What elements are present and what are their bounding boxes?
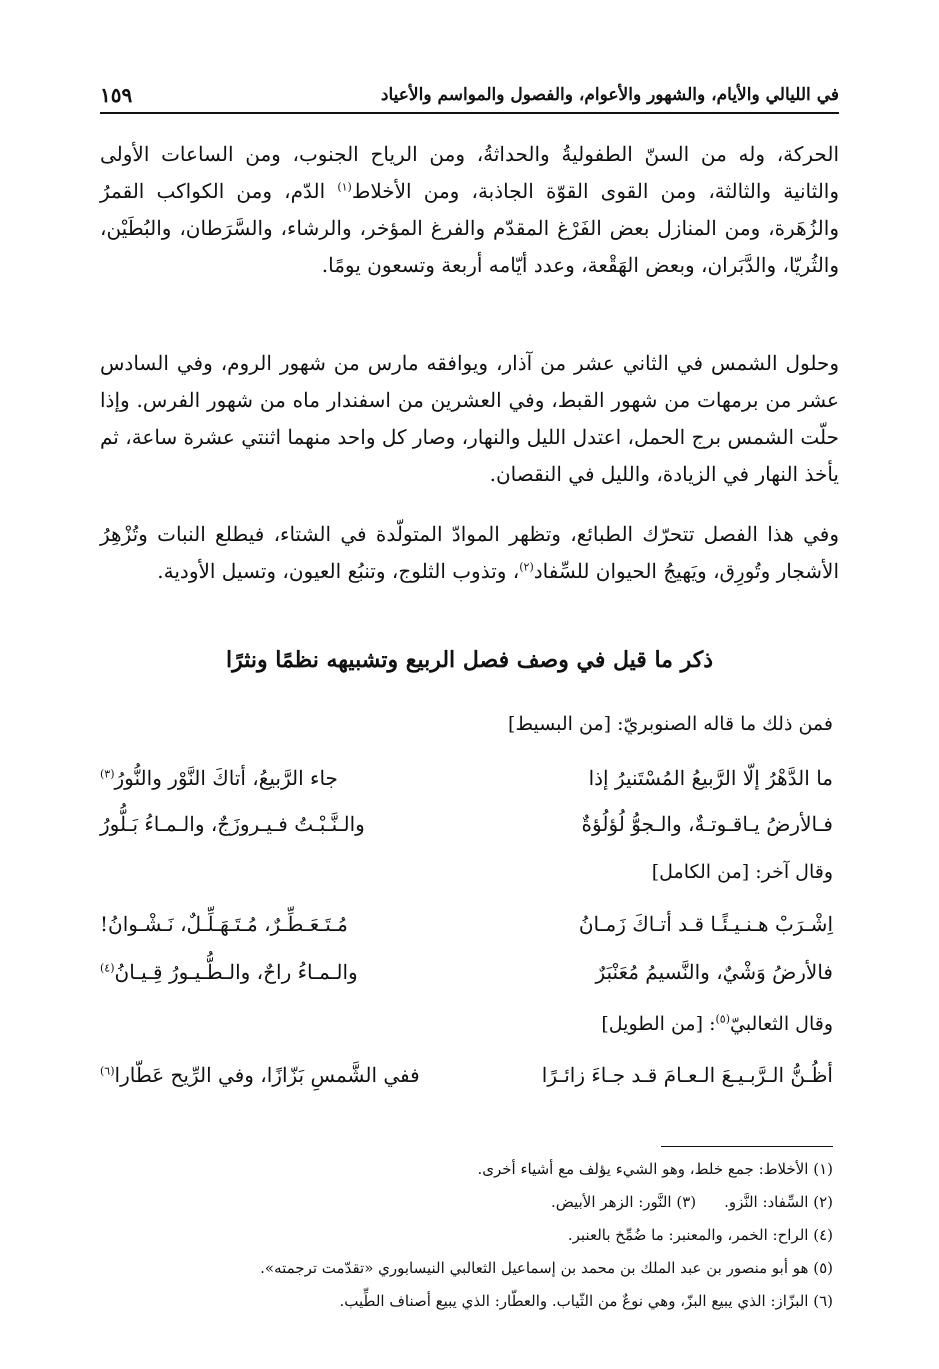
paragraph-3 xyxy=(100,516,839,590)
poem-3-intro-text: وقال الثعالبيّ xyxy=(729,1013,833,1035)
poem-2-intro: وقال آخر: [من الكامل] xyxy=(651,861,833,883)
hemistich-text: والـمـاءُ راحٌ، والـطُّـيـورُ قِـيـانُ xyxy=(114,960,358,984)
paragraph-3-text-b: ، وتذوب الثلوج، وتنبُع العيون، وتسيل الأودية. xyxy=(157,559,520,583)
footnote-ref-2: (٢) xyxy=(519,560,534,574)
poem-3-meter: : [من الطويل] xyxy=(601,1013,716,1035)
poem-3-intro xyxy=(601,1013,833,1035)
footnote-ref-4: (٤) xyxy=(100,961,115,975)
verse-first-hemistich: فالأرضُ وَشْيٌ، والنَّسيمُ مُعَنْبَرٌ xyxy=(595,960,833,984)
poem-1-intro: فمن ذلك ما قاله الصنوبريّ: [من البسيط] xyxy=(508,713,833,735)
footnote-ref-6: (٦) xyxy=(100,1064,115,1078)
verse-first-hemistich: أظُـنُّ الـرَّبـيـعَ الـعـامَ قـد جـاءَ زائـرًا xyxy=(541,1063,833,1087)
verse-line xyxy=(100,960,839,1000)
footnote-3: (٣) النَّور: الزهر الأبيض. xyxy=(550,1193,697,1211)
footnote-4: (٤) الراح: الخمر، والمعنبر: ما ضُمِّخ بالعنبر. xyxy=(567,1226,833,1244)
footnote-ref-5: (٥) xyxy=(715,1012,730,1026)
verse-second-hemistich xyxy=(100,960,358,984)
paragraph-1-text-b: الدّم، ومن الكواكب القمرُ والزُهَرة، ومن المنازل بعض الفَرْغ المقدّم والفرغ المؤخر، والرشاء، والسَّرَطان، والبُطَيْن، والثُريّا، والدَّبَران، وبعض الهَقْعة، وعدد أيّامه أربعة وتسعون يومًا. xyxy=(100,179,839,277)
hemistich-text: ففي الشَّمسِ بَزّازًا، وفي الرِّيح عَطّارا xyxy=(114,1063,420,1087)
verse-second-hemistich xyxy=(100,1063,420,1087)
running-title: في الليالي والأيام، والشهور والأعوام، والفصول والمواسم والأعياد xyxy=(380,85,839,105)
verse-second-hemistich: مُـتَـعَـطِّـرٌ، مُـتَـهَـلِّـلٌ، نَـشْـوانُ! xyxy=(100,912,348,936)
verse-line xyxy=(100,1063,839,1103)
footnote-ref-3: (٣) xyxy=(100,767,115,781)
section-heading: ذكر ما قيل في وصف فصل الربيع وتشبيهه نظمًا ونثرًا xyxy=(225,647,714,673)
page-number: ١٥٩ xyxy=(100,83,133,107)
verse-second-hemistich xyxy=(100,766,338,790)
verse-first-hemistich: اِشْـرَبْ هـنـيـئًـا قـد أتـاكَ زَمـانُ xyxy=(578,912,833,936)
running-header xyxy=(100,78,839,114)
footnote-separator xyxy=(661,1146,833,1147)
footnote-5: (٥) هو أبو منصور بن عبد الملك بن محمد بن إسماعيل الثعالبي النيسابوري «تقدّمت ترجمته». xyxy=(260,1259,833,1277)
verse-first-hemistich: فـالأرضُ يـاقـوتـةٌ، والـجوُّ لُؤلُؤةٌ xyxy=(581,812,833,836)
verse-line xyxy=(100,812,839,852)
paragraph-1 xyxy=(100,136,839,284)
paragraph-1-text-a: الحركة، وله من السنّ الطفوليةُ والحداثةُ، ومن الرياح الجنوب، ومن الساعات الأولى والثانية والثالثة، ومن القوى القوّة الجاذبة، ومن الأخلاط xyxy=(100,142,839,203)
verse-first-hemistich: ما الدَّهْرُ إلّا الرَّبيعُ المُسْتَنيرُ إذا xyxy=(588,766,833,790)
footnote-ref-1: (١) xyxy=(337,180,352,194)
verse-second-hemistich: والـنَّـبْـتُ فـيـروزَجٌ، والـمـاءُ بَـلُّورُ xyxy=(100,812,365,836)
footnote-row xyxy=(551,1193,833,1211)
verse-line xyxy=(100,912,839,952)
paragraph-3-text-a: وفي هذا الفصل تتحرّك الطبائع، وتظهر الموادّ المتولّدة في الشتاء، فيطلع النبات وتُزْهِرُ الأشجار وتُورِق، ويَهيجُ الحيوان للسِّفاد xyxy=(100,522,839,583)
verse-line xyxy=(100,766,839,806)
footnote-6: (٦) البزّاز: الذي يبيع البزّ، وهي نوعٌ من الثّياب. والعطّار: الذي يبيع أصناف الطِّيب. xyxy=(339,1292,833,1310)
hemistich-text: جاء الرَّبيعُ، أتاكَ النَّوْر والنُّورُ xyxy=(114,766,338,790)
footnote-2: (٢) السِّفاد: النَّزو. xyxy=(724,1193,833,1211)
paragraph-2: وحلول الشمس في الثاني عشر من آذار، ويوافقه مارس من شهور الروم، وفي السادس عشر من برمهات من شهور القبط، وفي العشرين من اسفندار ماه من شهور الفرس. وإذا حلّت الشمس برج الحمل، اعتدل الليل والنهار، وصار كل واحد منهما اثنتي عشرة ساعة، ثم يأخذ النهار في الزيادة، والليل في النقصان. xyxy=(100,351,839,486)
footnote-1: (١) الأخلاط: جمع خلط، وهو الشيء يؤلف مع أشياء أخرى. xyxy=(477,1160,833,1178)
